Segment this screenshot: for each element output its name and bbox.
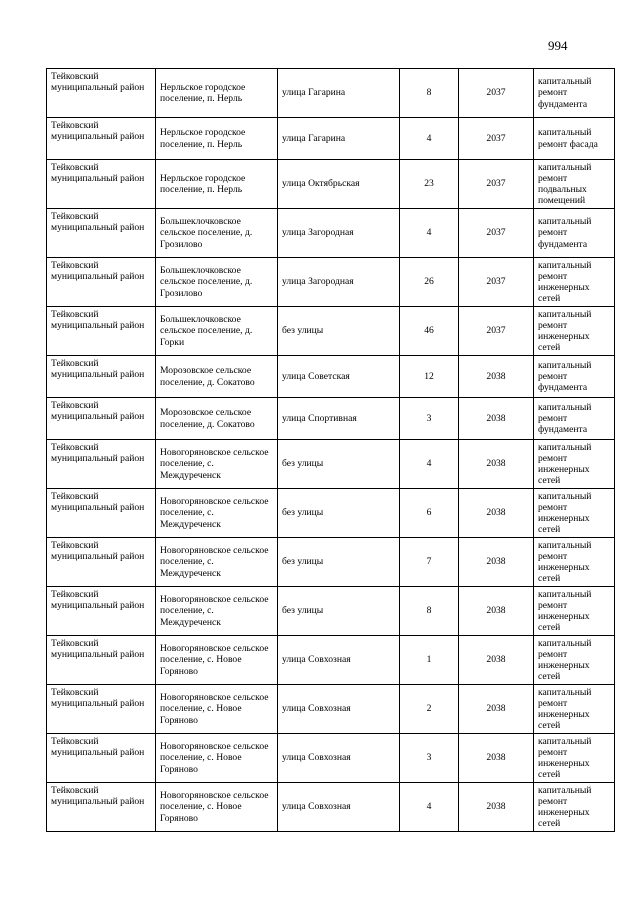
street-cell: улица Совхозная [278, 734, 400, 783]
district-cell: Тейковский муниципальный район [47, 160, 156, 209]
settlement-cell: Большеклочковское сельское поселение, д. Горки [156, 307, 278, 356]
house-number-cell: 1 [400, 636, 459, 685]
house-number-cell: 2 [400, 685, 459, 734]
year-cell: 2038 [459, 398, 534, 440]
work-type-cell: капитальный ремонт инженерных сетей [534, 587, 615, 636]
year-cell: 2038 [459, 356, 534, 398]
street-cell: без улицы [278, 587, 400, 636]
settlement-cell: Нерльское городское поселение, п. Нерль [156, 69, 278, 118]
street-cell: улица Загородная [278, 209, 400, 258]
street-cell: без улицы [278, 489, 400, 538]
settlement-cell: Новогоряновское сельское поселение, с. Междуреченск [156, 587, 278, 636]
year-cell: 2038 [459, 685, 534, 734]
district-cell: Тейковский муниципальный район [47, 636, 156, 685]
work-type-cell: капитальный ремонт фундамента [534, 398, 615, 440]
year-cell: 2037 [459, 307, 534, 356]
year-cell: 2037 [459, 160, 534, 209]
table-row [47, 118, 615, 160]
house-number-cell: 6 [400, 489, 459, 538]
settlement-cell: Новогоряновское сельское поселение, с. Новое Горяново [156, 636, 278, 685]
settlement-cell: Большеклочковское сельское поселение, д. Грозилово [156, 258, 278, 307]
year-cell: 2038 [459, 489, 534, 538]
table-row [47, 258, 615, 307]
street-cell: улица Советская [278, 356, 400, 398]
year-cell: 2038 [459, 636, 534, 685]
settlement-cell: Большеклочковское сельское поселение, д. Грозилово [156, 209, 278, 258]
settlement-cell: Морозовское сельское поселение, д. Сокатово [156, 398, 278, 440]
house-number-cell: 26 [400, 258, 459, 307]
house-number-cell: 8 [400, 69, 459, 118]
table-row [47, 356, 615, 398]
street-cell: без улицы [278, 307, 400, 356]
street-cell: улица Гагарина [278, 69, 400, 118]
table-row [47, 160, 615, 209]
district-cell: Тейковский муниципальный район [47, 118, 156, 160]
table-row [47, 489, 615, 538]
house-number-cell: 4 [400, 783, 459, 832]
district-cell: Тейковский муниципальный район [47, 587, 156, 636]
year-cell: 2037 [459, 118, 534, 160]
street-cell: улица Гагарина [278, 118, 400, 160]
street-cell: улица Спортивная [278, 398, 400, 440]
work-type-cell: капитальный ремонт инженерных сетей [534, 783, 615, 832]
street-cell: без улицы [278, 440, 400, 489]
table-row [47, 307, 615, 356]
table-row [47, 440, 615, 489]
settlement-cell: Новогоряновское сельское поселение, с. Междуреченск [156, 489, 278, 538]
table-row [47, 587, 615, 636]
district-cell: Тейковский муниципальный район [47, 356, 156, 398]
district-cell: Тейковский муниципальный район [47, 734, 156, 783]
table-row [47, 69, 615, 118]
year-cell: 2038 [459, 734, 534, 783]
district-cell: Тейковский муниципальный район [47, 538, 156, 587]
settlement-cell: Новогоряновское сельское поселение, с. Новое Горяново [156, 734, 278, 783]
page-number: 994 [548, 38, 568, 53]
district-cell: Тейковский муниципальный район [47, 398, 156, 440]
table-row [47, 538, 615, 587]
district-cell: Тейковский муниципальный район [47, 685, 156, 734]
house-number-cell: 12 [400, 356, 459, 398]
year-cell: 2038 [459, 587, 534, 636]
work-type-cell: капитальный ремонт инженерных сетей [534, 636, 615, 685]
district-cell: Тейковский муниципальный район [47, 783, 156, 832]
table-row [47, 685, 615, 734]
house-number-cell: 46 [400, 307, 459, 356]
settlement-cell: Нерльское городское поселение, п. Нерль [156, 118, 278, 160]
house-number-cell: 4 [400, 209, 459, 258]
work-type-cell: капитальный ремонт фундамента [534, 356, 615, 398]
work-type-cell: капитальный ремонт фундамента [534, 69, 615, 118]
district-cell: Тейковский муниципальный район [47, 69, 156, 118]
settlement-cell: Новогоряновское сельское поселение, с. Новое Горяново [156, 685, 278, 734]
work-type-cell: капитальный ремонт инженерных сетей [534, 307, 615, 356]
table-row [47, 398, 615, 440]
street-cell: улица Октябрьская [278, 160, 400, 209]
work-type-cell: капитальный ремонт инженерных сетей [534, 440, 615, 489]
house-number-cell: 4 [400, 118, 459, 160]
year-cell: 2038 [459, 538, 534, 587]
street-cell: улица Совхозная [278, 685, 400, 734]
repair-schedule-table [46, 68, 615, 832]
district-cell: Тейковский муниципальный район [47, 489, 156, 538]
settlement-cell: Новогоряновское сельское поселение, с. Новое Горяново [156, 783, 278, 832]
street-cell: улица Совхозная [278, 636, 400, 685]
year-cell: 2037 [459, 258, 534, 307]
work-type-cell: капитальный ремонт инженерных сетей [534, 685, 615, 734]
house-number-cell: 7 [400, 538, 459, 587]
street-cell: без улицы [278, 538, 400, 587]
table-body [47, 69, 615, 832]
work-type-cell: капитальный ремонт фундамента [534, 209, 615, 258]
house-number-cell: 23 [400, 160, 459, 209]
work-type-cell: капитальный ремонт инженерных сетей [534, 258, 615, 307]
settlement-cell: Новогоряновское сельское поселение, с. Междуреченск [156, 440, 278, 489]
street-cell: улица Совхозная [278, 783, 400, 832]
work-type-cell: капитальный ремонт инженерных сетей [534, 734, 615, 783]
house-number-cell: 8 [400, 587, 459, 636]
year-cell: 2037 [459, 209, 534, 258]
year-cell: 2038 [459, 440, 534, 489]
district-cell: Тейковский муниципальный район [47, 307, 156, 356]
house-number-cell: 3 [400, 398, 459, 440]
table-row [47, 734, 615, 783]
settlement-cell: Морозовское сельское поселение, д. Сокатово [156, 356, 278, 398]
work-type-cell: капитальный ремонт фасада [534, 118, 615, 160]
work-type-cell: капитальный ремонт инженерных сетей [534, 538, 615, 587]
settlement-cell: Нерльское городское поселение, п. Нерль [156, 160, 278, 209]
work-type-cell: капитальный ремонт инженерных сетей [534, 489, 615, 538]
table-row [47, 209, 615, 258]
district-cell: Тейковский муниципальный район [47, 258, 156, 307]
year-cell: 2037 [459, 69, 534, 118]
district-cell: Тейковский муниципальный район [47, 440, 156, 489]
work-type-cell: капитальный ремонт подвальных помещений [534, 160, 615, 209]
table-row [47, 783, 615, 832]
year-cell: 2038 [459, 783, 534, 832]
settlement-cell: Новогоряновское сельское поселение, с. Междуреченск [156, 538, 278, 587]
table-row [47, 636, 615, 685]
house-number-cell: 3 [400, 734, 459, 783]
district-cell: Тейковский муниципальный район [47, 209, 156, 258]
house-number-cell: 4 [400, 440, 459, 489]
street-cell: улица Загородная [278, 258, 400, 307]
